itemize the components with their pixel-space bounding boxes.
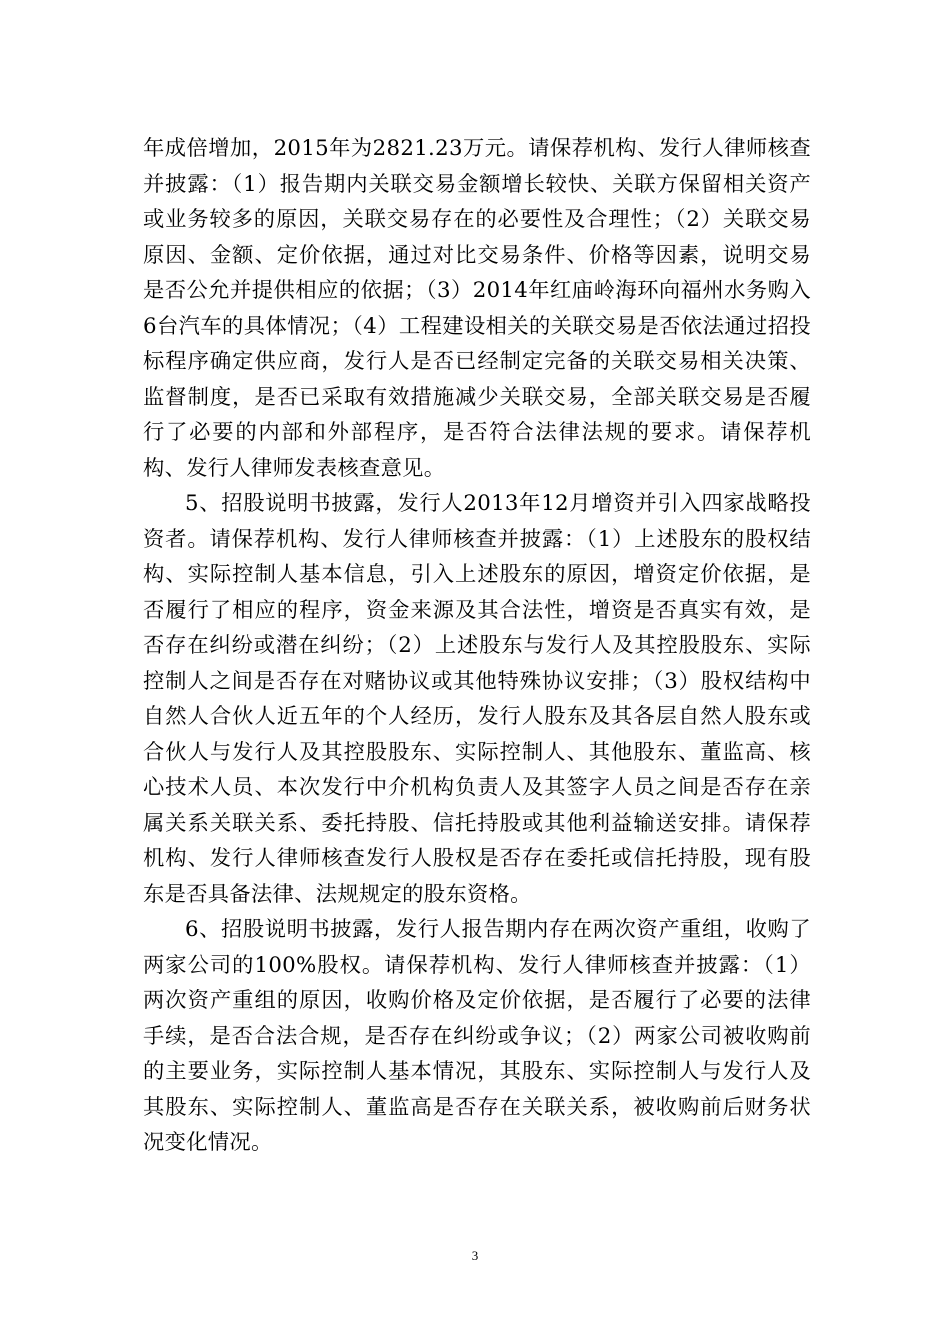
paragraph-continued: 年成倍增加，2015年为2821.23万元。请保荐机构、发行人律师核查并披露：（1）报告期内关联交易金额增长较快、关联方保留相关资产或业务较多的原因，关联交易存在的必要性及合理性；（2）关联交易原因、金额、定价依据，通过对比交易条件、价格等因素，说明交易是否公允并提供相应的依据；（3）2014年红庙岭海环向福州水务购入6台汽车的具体情况；（4）工程建设相关的关联交易是否依法通过招投标程序确定供应商，发行人是否已经制定完备的关联交易相关决策、监督制度，是否已采取有效措施减少关联交易，全部关联交易是否履行了必要的内部和外部程序，是否符合法律法规的要求。请保荐机构、发行人律师发表核查意见。 bbox=[143, 136, 811, 481]
paragraph-item-5: 5、招股说明书披露，发行人2013年12月增资并引入四家战略投资者。请保荐机构、发行人律师核查并披露：（1）上述股东的股权结构、实际控制人基本信息，引入上述股东的原因，增资定价依据，是否履行了相应的程序，资金来源及其合法性，增资是否真实有效，是否存在纠纷或潜在纠纷；（2）上述股东与发行人及其控股股东、实际控制人之间是否存在对赌协议或其他特殊协议安排；（3）股权结构中自然人合伙人近五年的个人经历，发行人股东及其各层自然人股东或合伙人与发行人及其控股股东、实际控制人、其他股东、董监高、核心技术人员、本次发行中介机构负责人及其签字人员之间是否存在亲属关系关联关系、委托持股、信托持股或其他利益输送安排。请保荐机构、发行人律师核查发行人股权是否存在委托或信托持股，现有股东是否具备法律、法规规定的股东资格。 bbox=[143, 491, 811, 907]
document-body bbox=[143, 131, 811, 1161]
paragraph-item-6: 6、招股说明书披露，发行人报告期内存在两次资产重组，收购了两家公司的100%股权。请保荐机构、发行人律师核查并披露：（1）两次资产重组的原因，收购价格及定价依据，是否履行了必要的法律手续，是否合法合规，是否存在纠纷或争议；（2）两家公司被收购前的主要业务，实际控制人基本情况，其股东、实际控制人与发行人及其股东、实际控制人、董监高是否存在关联关系，被收购前后财务状况变化情况。 bbox=[143, 917, 811, 1155]
page-number: 3 bbox=[471, 1248, 479, 1263]
